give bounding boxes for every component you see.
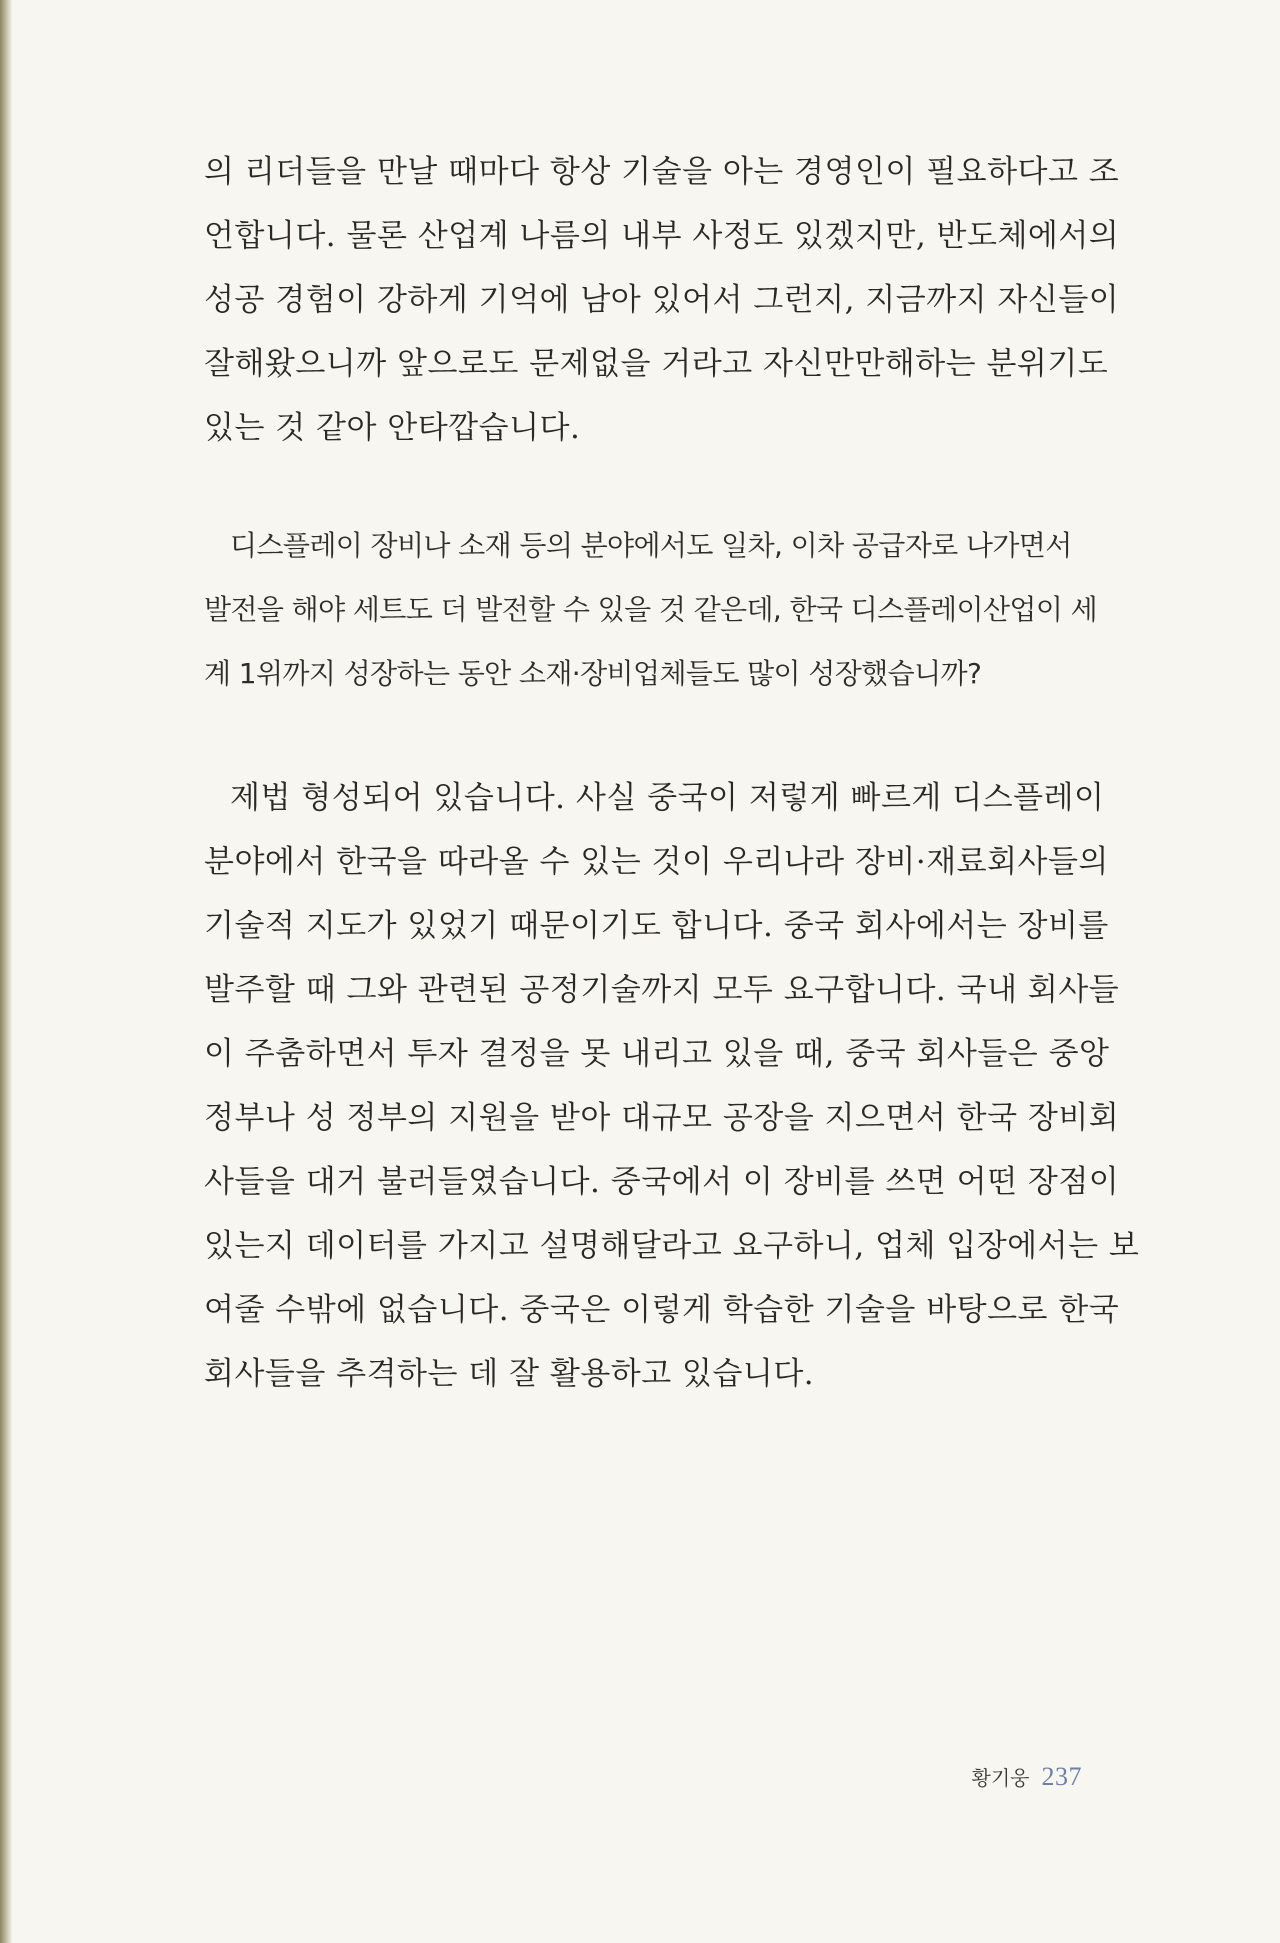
page-number: 237 (1041, 1762, 1082, 1791)
text-line: 언합니다. 물론 산업계 나름의 내부 사정도 있겠지만, 반도체에서의 (204, 218, 1120, 254)
page-binding-shadow (0, 0, 12, 1943)
text-line: 발전을 해야 세트도 더 발전할 수 있을 것 같은데, 한국 디스플레이산업이 세 (204, 593, 1098, 626)
text-line: 디스플레이 장비나 소재 등의 분야에서도 일차, 이차 공급자로 나가면서 (230, 529, 1072, 562)
text-line: 있는지 데이터를 가지고 설명해달라고 요구하니, 업체 입장에서는 보 (204, 1228, 1140, 1264)
body-paragraph-1 (204, 140, 1120, 460)
text-line: 제법 형성되어 있습니다. 사실 중국이 저렇게 빠르게 디스플레이 (230, 780, 1105, 816)
text-line: 발주할 때 그와 관련된 공정기술까지 모두 요구합니다. 국내 회사들 (204, 972, 1120, 1008)
text-line: 여줄 수밖에 없습니다. 중국은 이렇게 학습한 기술을 바탕으로 한국 (204, 1292, 1120, 1328)
text-line: 성공 경험이 강하게 기억에 남아 있어서 그런지, 지금까지 자신들이 (204, 282, 1120, 318)
interview-question (204, 514, 1098, 706)
body-paragraph-2 (204, 766, 1140, 1406)
text-line: 사들을 대거 불러들였습니다. 중국에서 이 장비를 쓰면 어떤 장점이 (204, 1164, 1120, 1200)
text-line: 정부나 성 정부의 지원을 받아 대규모 공장을 지으면서 한국 장비회 (204, 1100, 1120, 1136)
text-line: 계 1위까지 성장하는 동안 소재·장비업체들도 많이 성장했습니까? (204, 657, 982, 690)
page-footer (972, 1762, 1082, 1792)
text-line: 이 주춤하면서 투자 결정을 못 내리고 있을 때, 중국 회사들은 중앙 (204, 1036, 1110, 1072)
text-line: 회사들을 추격하는 데 잘 활용하고 있습니다. (204, 1356, 815, 1392)
text-line: 기술적 지도가 있었기 때문이기도 합니다. 중국 회사에서는 장비를 (204, 908, 1109, 944)
running-footer-author: 황기웅 (971, 1766, 1030, 1790)
text-line: 있는 것 같아 안타깝습니다. (204, 410, 581, 446)
text-line: 잘해왔으니까 앞으로도 문제없을 거라고 자신만만해하는 분위기도 (204, 346, 1109, 382)
text-line: 의 리더들을 만날 때마다 항상 기술을 아는 경영인이 필요하다고 조 (204, 154, 1120, 190)
text-line: 분야에서 한국을 따라올 수 있는 것이 우리나라 장비·재료회사들의 (204, 844, 1109, 880)
